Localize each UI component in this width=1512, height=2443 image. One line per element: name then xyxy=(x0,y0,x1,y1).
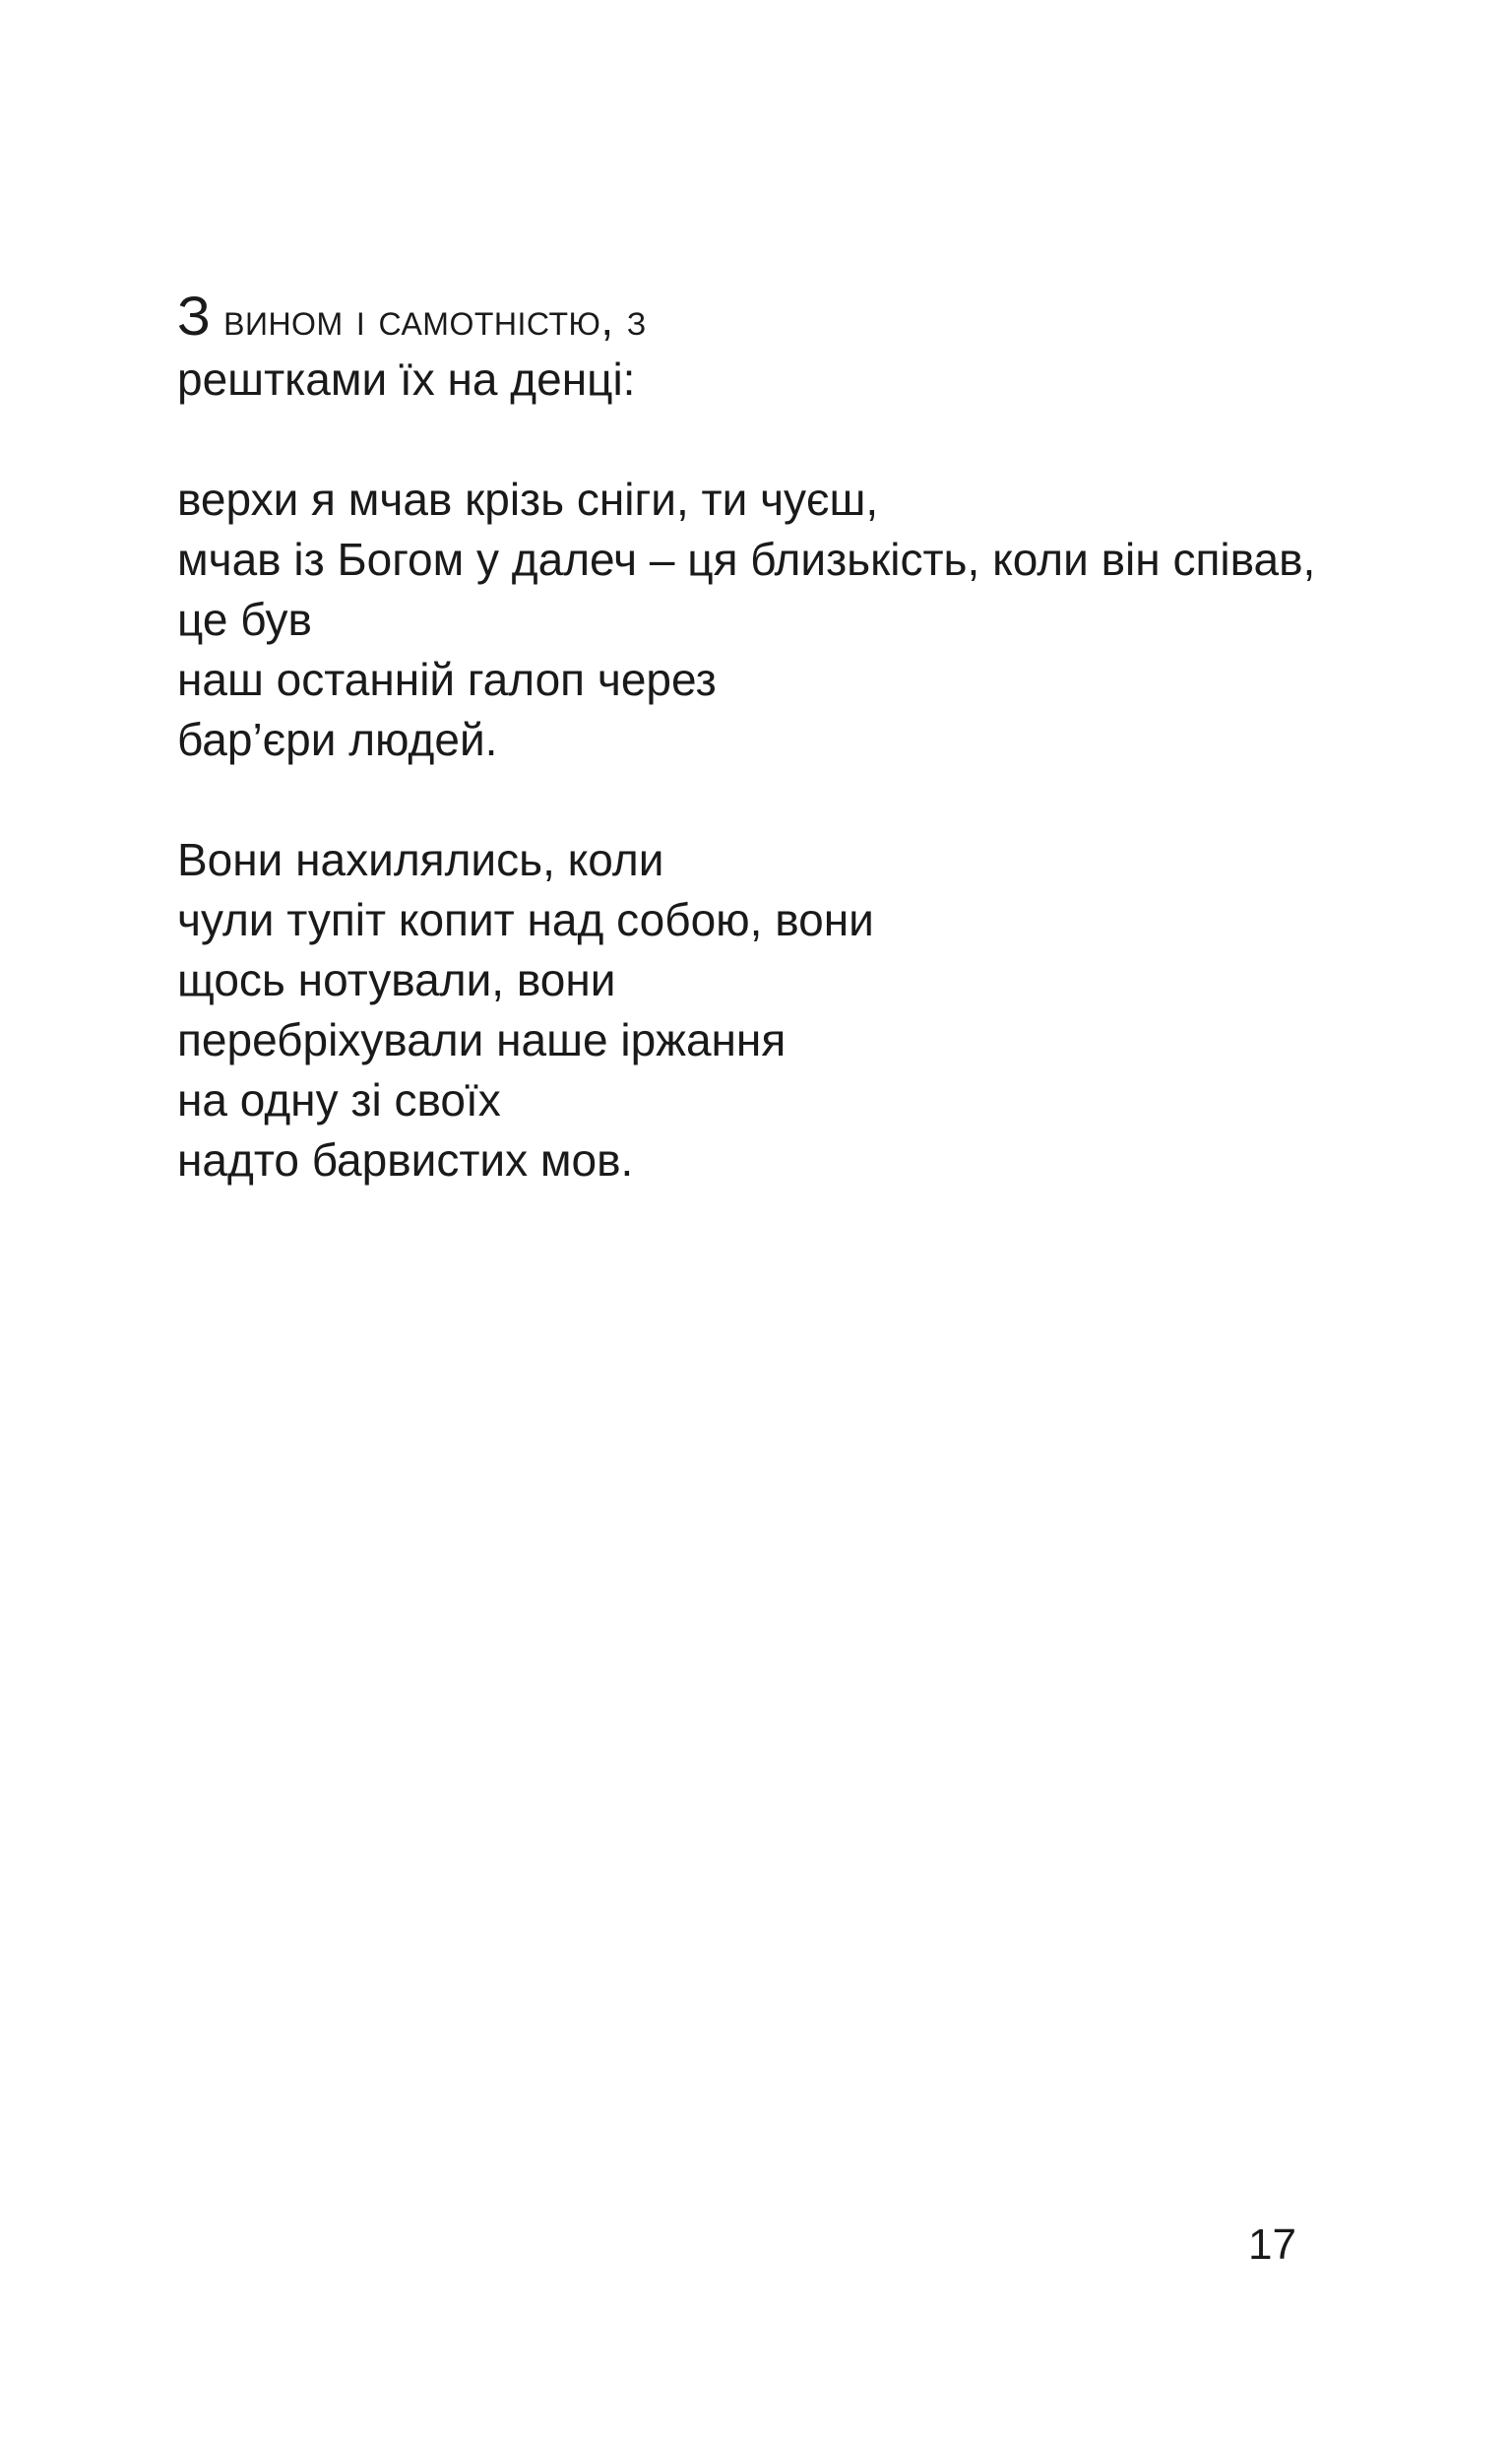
poem-line: перебріхували наше іржання xyxy=(177,1014,787,1065)
poem-line: Вони нахилялись, коли xyxy=(177,834,664,885)
poem-line: це був xyxy=(177,594,312,645)
poem-line: мчав із Богом у далеч – ця близькість, коли він співав, xyxy=(177,534,1316,585)
poem-line xyxy=(177,286,1378,350)
small-caps-text: вином і самотністю, з xyxy=(210,293,647,345)
stanza-2 xyxy=(177,470,1378,770)
poem-line: рештками їх на денці: xyxy=(177,354,636,405)
initial-letter: З xyxy=(177,285,211,347)
poem-line: на одну зі своїх xyxy=(177,1074,501,1125)
stanza-1 xyxy=(177,286,1378,410)
poem-line: бар’єри людей. xyxy=(177,714,498,765)
poem-line: надто барвистих мов. xyxy=(177,1134,634,1186)
poem-line: чули тупіт копит над собою, вони xyxy=(177,894,874,945)
poem-text xyxy=(177,286,1378,1251)
poem-line: щось нотували, вони xyxy=(177,954,616,1005)
poem-line: верхи я мчав крізь сніги, ти чуєш, xyxy=(177,474,879,525)
stanza-3 xyxy=(177,830,1378,1190)
page-number: 17 xyxy=(1248,2220,1296,2269)
poem-line: наш останній галоп через xyxy=(177,654,717,705)
